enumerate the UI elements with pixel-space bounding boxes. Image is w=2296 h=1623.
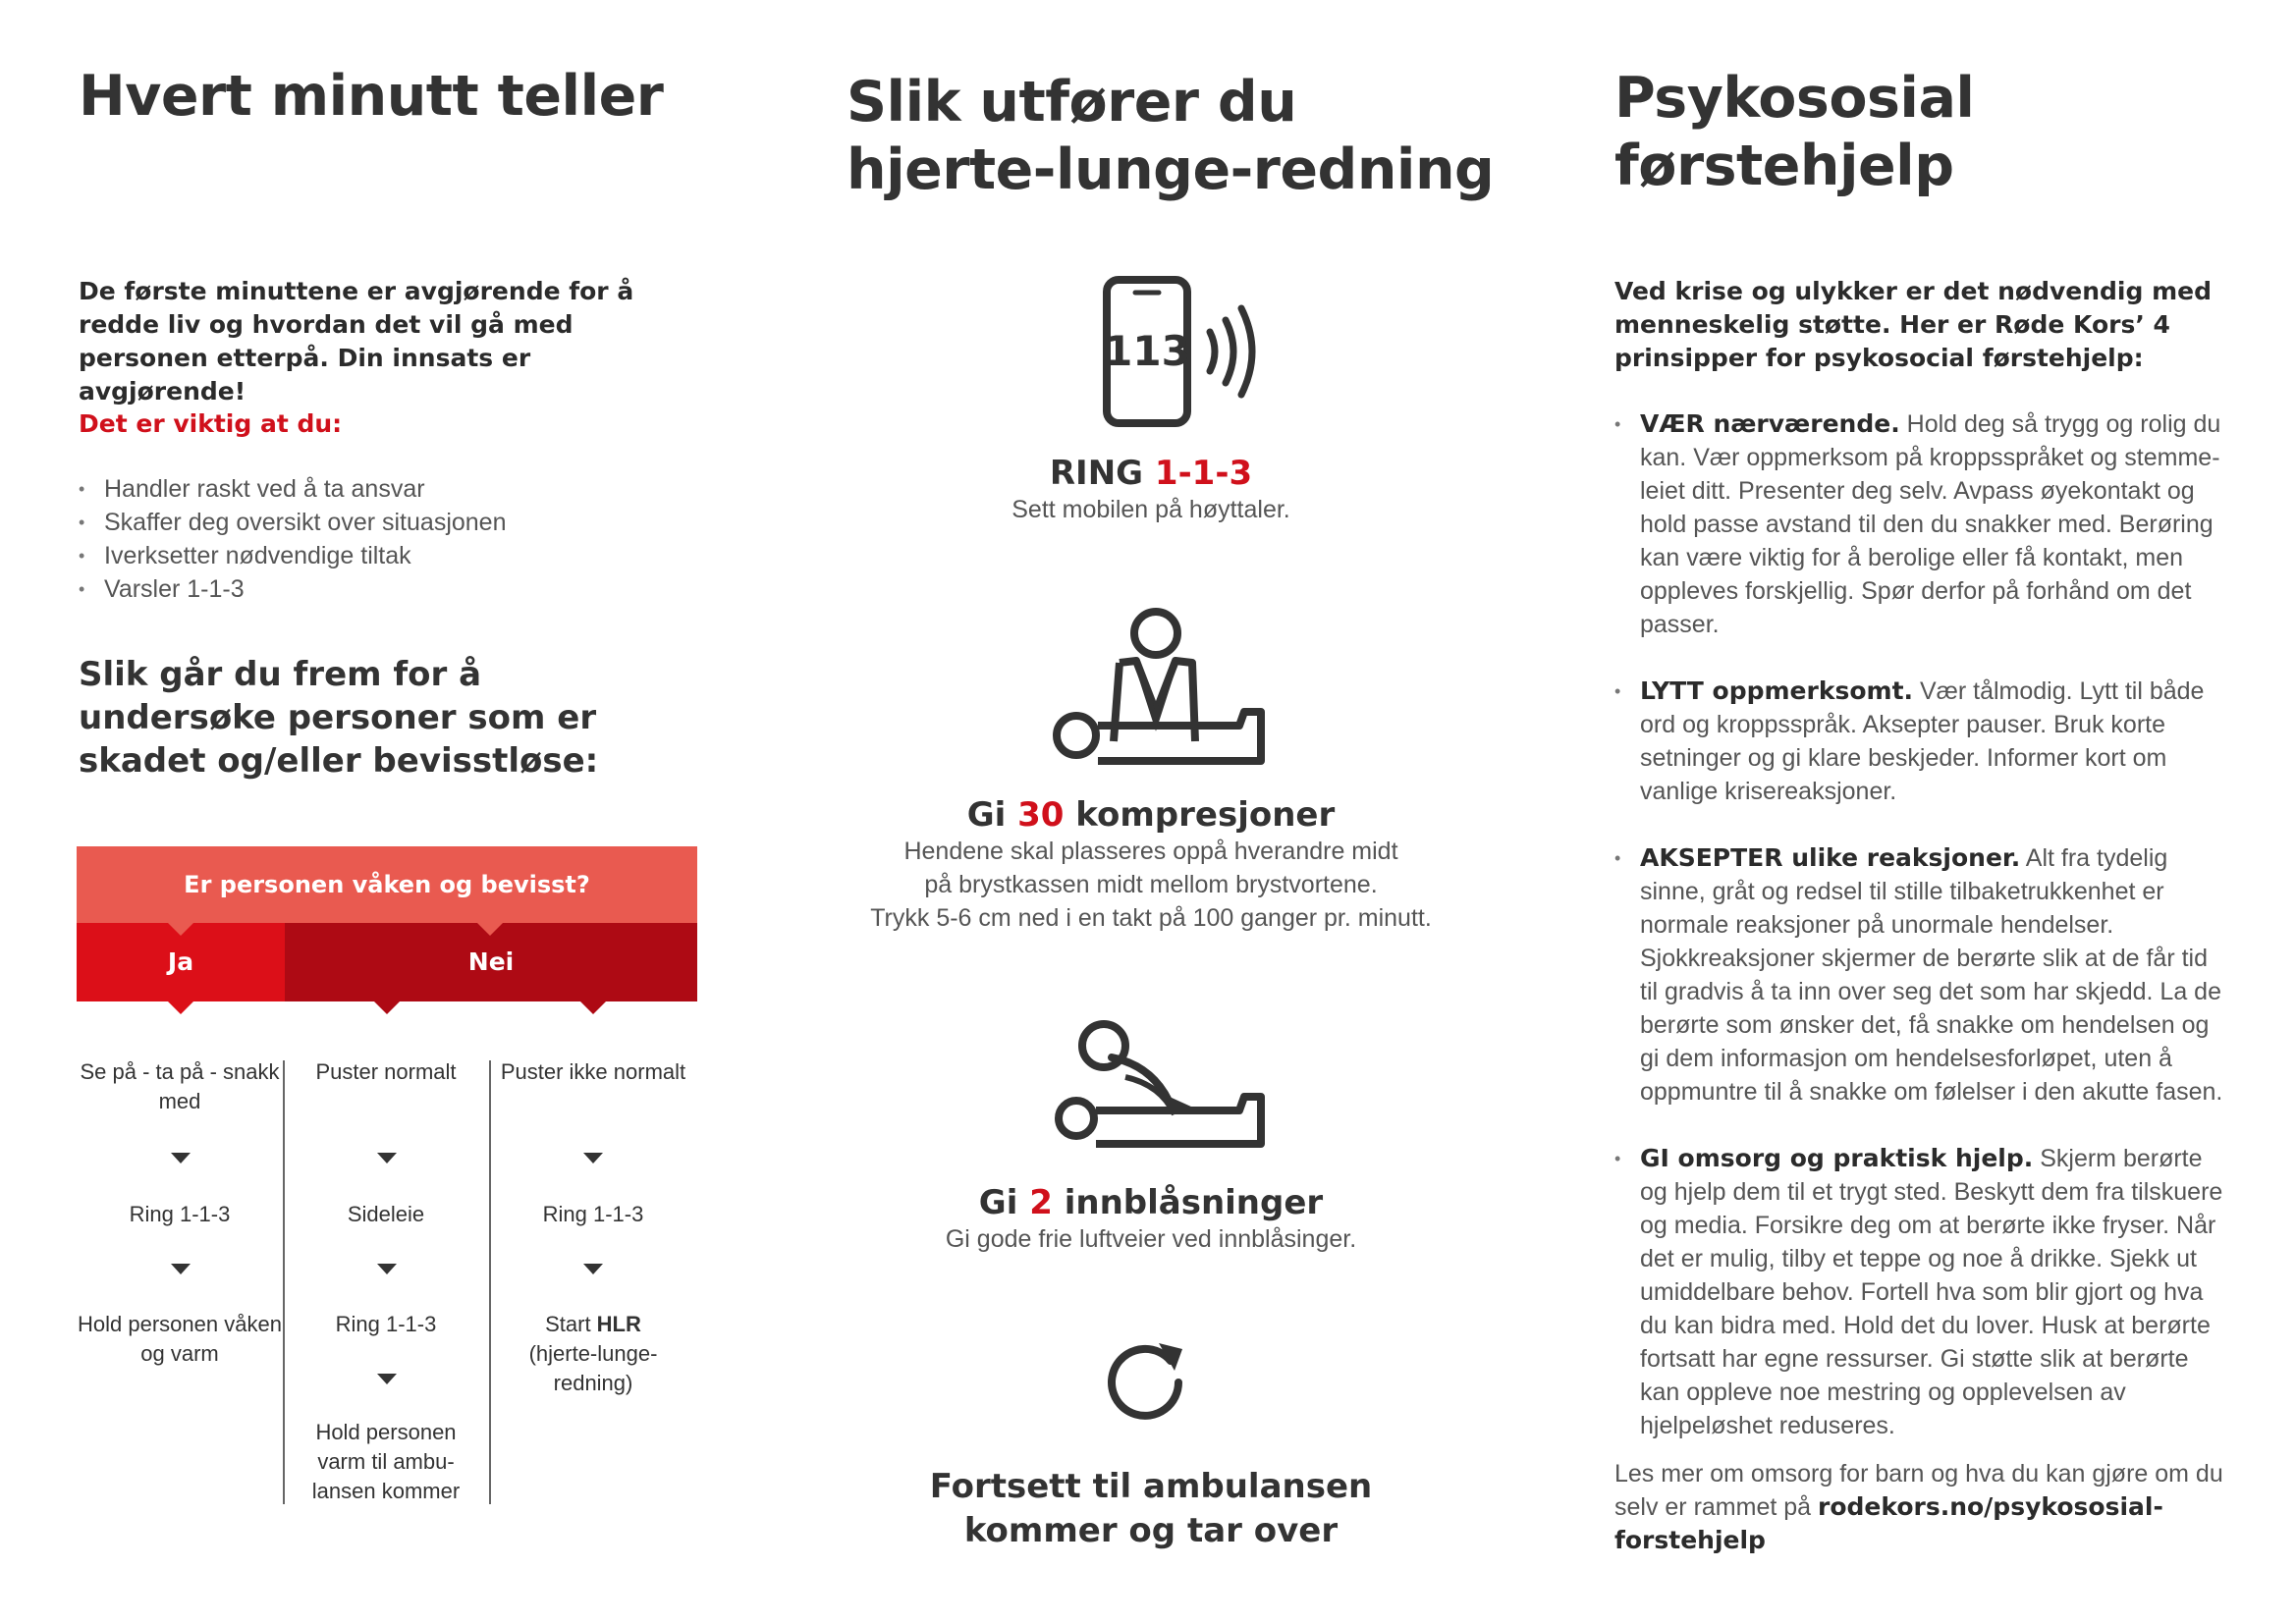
arrow-down-icon	[171, 1153, 191, 1163]
final-instruction: Fortsett til ambulansen kommer og tar over	[929, 1467, 1373, 1550]
principle-item: • LYTT oppmerksomt. Vær tålmodig. Lytt til både ord og kroppsspråk. Aksepter pauser. Bruk korte setninger og gi klare beskjeder. Informer kort om vanlige krisereaksjoner.	[1614, 675, 2231, 808]
principles-list	[1614, 407, 2231, 1442]
step-title: RING 1-1-3	[1049, 454, 1253, 493]
step-compressions	[847, 795, 1455, 935]
step-title: Gi 2 innblåsninger	[978, 1183, 1324, 1222]
step-subtitle: Gi gode frie luftveier ved innblåsinger.	[945, 1225, 1357, 1253]
page-title-cpr: Slik utfører du hjerte-lunge-redning	[847, 70, 1495, 202]
list-item: • Handler raskt ved å ta ansvar	[79, 472, 629, 506]
important-list	[79, 472, 629, 606]
arrow-down-icon	[583, 1153, 603, 1163]
notch-decor	[580, 1001, 606, 1014]
flow-no: Nei	[285, 923, 697, 1001]
arrow-down-icon	[377, 1153, 397, 1163]
page-title-psychosocial: Psykososial førstehjelp	[1614, 66, 1975, 198]
phone-call-icon	[1100, 275, 1277, 432]
cpr-compression-icon	[1043, 604, 1279, 771]
flow-cell: Ring 1-1-3	[335, 1312, 437, 1336]
decision-flowchart	[77, 846, 697, 1553]
notch-decor	[374, 1001, 400, 1014]
flow-cell: Hold personen varm til ambu-lansen kommer	[311, 1420, 461, 1503]
flow-cell: Ring 1-1-3	[542, 1202, 644, 1226]
notch-decor	[477, 923, 503, 936]
flow-yes: Ja	[77, 923, 285, 1001]
principle-item: • AKSEPTER ulike reaksjoner. Alt fra tydelig sinne, gråt og redsel til stille tilbaketrukkenhet er normale reaksjoner på unormale hendelser. Sjokkreaksjoner skjermer de berørte slik at de får tid til gradvis å ta inn over seg det som har skjedd. La de berørte som ønsker det, få snakke om hendelsen og gi dem informasjon om hendelsesforløpet, uten å oppmuntre til å snakke om følelser i den akutte fasen.	[1614, 841, 2231, 1109]
repeat-icon	[1100, 1335, 1190, 1426]
arrow-down-icon	[377, 1264, 397, 1274]
flow-cell: Hold personen våken og varm	[78, 1312, 282, 1366]
step-call	[847, 454, 1455, 526]
flow-cell: Sideleie	[347, 1202, 425, 1226]
section-title-examine: Slik går du frem for å undersøke personer som er skadet og/eller bevisstløse:	[79, 655, 599, 781]
list-item: • Varsler 1-1-3	[79, 572, 629, 606]
page-title-minute: Hvert minutt teller	[79, 64, 664, 129]
flow-cell: Ring 1-1-3	[129, 1202, 231, 1226]
step-breaths	[847, 1183, 1455, 1256]
divider	[283, 1060, 285, 1504]
flow-cell: Puster ikke normalt	[500, 1059, 686, 1084]
flow-question: Er personen våken og bevisst?	[77, 846, 697, 923]
notch-decor	[168, 923, 193, 936]
flow-cell: Se på - ta på - snakk med	[80, 1059, 280, 1113]
flow-cell-hlr: Start HLR (hjerte-lunge-redning)	[528, 1312, 658, 1395]
svg-text:113: 113	[1104, 327, 1190, 375]
footer-note: Les mer om omsorg for barn og hva du kan gjøre om du selv er rammet på rodekors.no/psykososial-forstehjelp	[1614, 1460, 2223, 1554]
footer-link[interactable]: rodekors.no/psykososial-forstehjelp	[1614, 1492, 2163, 1554]
rescue-breath-icon	[1043, 1016, 1279, 1154]
step-subtitle: Sett mobilen på høyttaler.	[1011, 496, 1290, 523]
list-item: • Iverksetter nødvendige tiltak	[79, 539, 629, 572]
arrow-down-icon	[583, 1264, 603, 1274]
step-subtitle: Hendene skal plasseres oppå hverandre midt	[903, 838, 1398, 865]
divider	[489, 1060, 491, 1504]
step-title: Gi 30 kompresjoner	[966, 795, 1336, 835]
arrow-down-icon	[171, 1264, 191, 1274]
flow-cell: Puster normalt	[315, 1059, 457, 1084]
list-item: • Skaffer deg oversikt over situasjonen	[79, 506, 629, 539]
psychosocial-intro: Ved krise og ulykker er det nødvendig med menneskelig støtte. Her er Røde Kors’ 4 prinsipper for psykosocial førstehjelp:	[1614, 277, 2212, 372]
principle-item: • VÆR nærværende. Hold deg så trygg og rolig du kan. Vær oppmerksom på kroppsspråket og stemme-leiet ditt. Presenter deg selv. Avpass øyekontakt og hold passe avstand til den du snakker med. Berøring kan være viktig for å berolige eller få kontakt, men oppleves forskjellig. Spør derfor på forhånd om det passer.	[1614, 407, 2231, 641]
step-subtitle: Trykk 5-6 cm ned i en takt på 100 ganger pr. minutt.	[870, 904, 1432, 932]
important-label: Det er viktig at du:	[79, 409, 343, 438]
arrow-down-icon	[377, 1374, 397, 1384]
step-subtitle: på brystkassen midt mellom brystvortene.	[924, 871, 1378, 898]
principle-item: • GI omsorg og praktisk hjelp. Skjerm berørte og hjelp dem til et trygt sted. Beskytt dem fra tilskuere og media. Forsikre deg om at berørte ikke fryser. Når det er mulig, tilby et teppe og noe å drikke. Sjekk ut umiddelbare behov. Fortell hva som blir gjort og hva du kan bidra med. Hold det du lover. Husk at berørte fortsatt har egne ressurser. Gi støtte slik at berørte kan oppleve noe mestring og opplevelsen av hjelpeløshet reduseres.	[1614, 1142, 2231, 1442]
notch-decor	[168, 1001, 193, 1014]
intro-text: De første minuttene er avgjørende for å redde liv og hvordan det vil gå med personen etterpå. Din innsats er avgjørende!	[79, 277, 634, 406]
